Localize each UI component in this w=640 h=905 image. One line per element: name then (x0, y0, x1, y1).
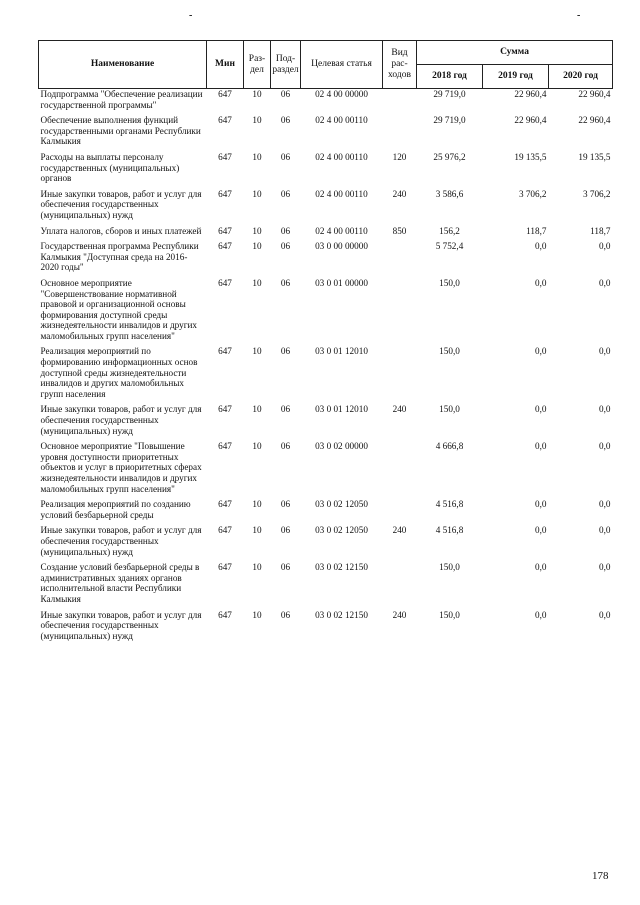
row-vid: 240 (392, 404, 407, 415)
row-podrazdel: 06 (280, 241, 291, 252)
row-vid: 240 (392, 609, 407, 620)
header-min: Мин (207, 41, 244, 89)
row-sum-2020: 0,0 (599, 525, 611, 536)
row-name: Иные закупки товаров, работ и услуг для обеспечения государственных (муниципальных) нужд (40, 188, 202, 220)
row-podrazdel: 06 (280, 441, 291, 452)
row-sum-2020: 118,7 (590, 225, 611, 236)
table-row (39, 562, 613, 609)
row-razdel: 10 (252, 241, 262, 252)
row-target: 03 0 02 12050 (315, 525, 368, 536)
row-sum-2020: 0,0 (599, 609, 611, 620)
row-vid (383, 278, 417, 347)
row-sum-2020: 19 135,5 (578, 151, 611, 162)
table-body (39, 89, 613, 647)
row-name: Уплата налогов, сборов и иных платежей (40, 225, 202, 236)
row-name: Основное мероприятие "Совершенствование нормативной правовой и организационной основы формирования доступной среды жизнедеятельности инвалидов и других маломобильных групп населения" (40, 277, 198, 341)
row-sum-2019: 0,0 (535, 404, 547, 415)
top-right-mark: - (577, 10, 581, 21)
row-sum-2019: 118,7 (526, 225, 547, 236)
row-razdel: 10 (252, 404, 262, 415)
row-sum-2018: 3 586,6 (435, 188, 464, 199)
row-target: 03 0 00 00000 (315, 241, 368, 252)
row-name: Государственная программа Республики Калмыкия "Доступная среда на 2016-2020 годы" (40, 241, 199, 273)
row-sum-2018: 5 752,4 (435, 241, 464, 252)
row-target: 02 4 00 00000 (315, 89, 368, 99)
row-vid: 850 (392, 225, 407, 236)
row-podrazdel: 06 (280, 188, 291, 199)
row-name: Иные закупки товаров, работ и услуг для обеспечения государственных (муниципальных) нужд (40, 525, 202, 557)
row-sum-2018: 150,0 (439, 562, 460, 573)
row-razdel: 10 (252, 609, 262, 620)
row-podrazdel: 06 (280, 89, 291, 99)
row-target: 03 0 01 00000 (315, 277, 368, 288)
row-sum-2020: 0,0 (599, 441, 611, 452)
row-sum-2020: 0,0 (599, 404, 611, 415)
row-sum-2019: 0,0 (535, 241, 547, 252)
row-target: 03 0 01 12010 (315, 346, 368, 357)
row-name: Расходы на выплаты персоналу государственных (муниципальных) органов (40, 151, 180, 184)
row-sum-2019: 0,0 (535, 562, 547, 573)
row-sum-2020: 0,0 (599, 346, 611, 357)
row-target: 02 4 00 00110 (315, 115, 368, 126)
row-podrazdel: 06 (280, 499, 291, 510)
row-razdel: 10 (252, 441, 262, 452)
row-vid (383, 562, 417, 609)
row-target: 02 4 00 00110 (315, 225, 368, 236)
row-sum-2018: 4 666,8 (435, 441, 464, 452)
row-sum-2020: 0,0 (599, 241, 611, 252)
table-row (39, 525, 613, 562)
row-min: 647 (218, 241, 232, 252)
row-min: 647 (218, 151, 232, 162)
row-podrazdel: 06 (280, 277, 291, 288)
table-row (39, 441, 613, 499)
row-podrazdel: 06 (280, 562, 291, 573)
row-sum-2018: 4 516,8 (435, 499, 464, 510)
row-vid (383, 346, 417, 404)
row-name: Иные закупки товаров, работ и услуг для обеспечения государственных (муниципальных) нужд (40, 609, 202, 641)
row-sum-2018: 4 516,8 (435, 525, 464, 536)
top-left-mark: - (189, 10, 193, 21)
row-vid (383, 499, 417, 525)
row-name: Реализация мероприятий по формированию информационных основ доступной среды жизнедеятельности инвалидов и других маломобильных групп населения (40, 346, 198, 399)
row-sum-2020: 0,0 (599, 562, 611, 573)
row-sum-2019: 19 135,5 (514, 151, 547, 162)
table-row (39, 115, 613, 152)
row-sum-2018: 29 719,0 (433, 115, 466, 126)
row-sum-2019: 3 706,2 (518, 188, 547, 199)
row-sum-2018: 150,0 (439, 277, 460, 288)
row-razdel: 10 (252, 115, 262, 126)
table-row (39, 499, 613, 525)
row-razdel: 10 (252, 89, 262, 99)
row-vid: 240 (392, 525, 407, 536)
row-sum-2018: 25 976,2 (433, 151, 466, 162)
table-row (39, 152, 613, 189)
row-target: 03 0 01 12010 (315, 404, 368, 415)
row-razdel: 10 (252, 525, 262, 536)
row-min: 647 (218, 89, 232, 99)
table-header (39, 41, 613, 89)
row-sum-2018: 150,0 (439, 609, 460, 620)
row-sum-2019: 0,0 (535, 346, 547, 357)
row-sum-2018: 150,0 (439, 404, 460, 415)
row-sum-2020: 3 706,2 (582, 188, 611, 199)
row-sum-2020: 0,0 (599, 499, 611, 510)
table-row (39, 346, 613, 404)
header-vid: Вид рас-ходов (383, 41, 417, 89)
row-sum-2020: 22 960,4 (578, 89, 611, 99)
row-min: 647 (218, 499, 232, 510)
row-vid (383, 115, 417, 152)
row-min: 647 (218, 404, 232, 415)
row-sum-2018: 156,2 (439, 225, 460, 236)
row-name: Создание условий безбарьерной среды в административных зданиях органов исполнительной власти Республики Калмыкия (40, 562, 200, 604)
row-razdel: 10 (252, 562, 262, 573)
header-2019: 2019 год (483, 65, 549, 89)
header-name: Наименование (39, 41, 207, 89)
row-sum-2019: 0,0 (535, 441, 547, 452)
table-row (39, 404, 613, 441)
table-row (39, 226, 613, 242)
row-min: 647 (218, 441, 232, 452)
row-podrazdel: 06 (280, 151, 291, 162)
budget-table (38, 40, 613, 646)
row-sum-2019: 0,0 (535, 499, 547, 510)
row-target: 03 0 02 12150 (315, 609, 368, 620)
row-name: Реализация мероприятий по созданию условий безбарьерной среды (40, 499, 191, 520)
row-vid (383, 241, 417, 278)
header-2020: 2020 год (549, 65, 613, 89)
row-sum-2020: 0,0 (599, 277, 611, 288)
row-razdel: 10 (252, 225, 262, 236)
row-target: 03 0 02 00000 (315, 441, 368, 452)
header-sum: Сумма (417, 41, 613, 65)
row-min: 647 (218, 115, 232, 126)
row-min: 647 (218, 525, 232, 536)
row-sum-2020: 22 960,4 (578, 115, 611, 126)
row-sum-2019: 22 960,4 (514, 115, 547, 126)
row-name: Иные закупки товаров, работ и услуг для обеспечения государственных (муниципальных) нужд (40, 404, 202, 436)
row-name: Основное мероприятие "Повышение уровня доступности приоритетных объектов и услуг в приоритетных сферах жизнедеятельности инвалидов и других маломобильных групп населения" (40, 441, 202, 494)
row-min: 647 (218, 562, 232, 573)
row-sum-2019: 0,0 (535, 277, 547, 288)
table-row (39, 189, 613, 226)
row-min: 647 (218, 188, 232, 199)
row-razdel: 10 (252, 188, 262, 199)
row-target: 03 0 02 12050 (315, 499, 368, 510)
table-row (39, 89, 613, 116)
table-row (39, 610, 613, 647)
row-target: 02 4 00 00110 (315, 188, 368, 199)
row-min: 647 (218, 225, 232, 236)
row-podrazdel: 06 (280, 115, 291, 126)
page-number: 178 (592, 870, 609, 882)
row-vid: 120 (392, 151, 407, 162)
row-podrazdel: 06 (280, 225, 291, 236)
row-podrazdel: 06 (280, 609, 291, 620)
row-podrazdel: 06 (280, 404, 291, 415)
header-podrazdel: Под-раздел (271, 41, 301, 89)
header-target: Целевая статья (301, 41, 383, 89)
row-sum-2019: 0,0 (535, 609, 547, 620)
row-sum-2018: 29 719,0 (433, 89, 466, 99)
row-vid (383, 89, 417, 116)
row-razdel: 10 (252, 499, 262, 510)
header-razdel: Раз-дел (244, 41, 271, 89)
row-name: Обеспечение выполнения функций государственными органами Республики Калмыкия (40, 115, 201, 147)
table-row (39, 241, 613, 278)
row-sum-2018: 150,0 (439, 346, 460, 357)
row-min: 647 (218, 609, 232, 620)
row-sum-2019: 22 960,4 (514, 89, 547, 99)
row-razdel: 10 (252, 151, 262, 162)
row-sum-2019: 0,0 (535, 525, 547, 536)
row-vid: 240 (392, 188, 407, 199)
row-razdel: 10 (252, 346, 262, 357)
table-row (39, 278, 613, 347)
row-min: 647 (218, 346, 232, 357)
row-podrazdel: 06 (280, 525, 291, 536)
row-vid (383, 441, 417, 499)
row-target: 02 4 00 00110 (315, 151, 368, 162)
header-2018: 2018 год (417, 65, 483, 89)
row-name: Подпрограмма "Обеспечение реализации государственной программы" (40, 89, 203, 110)
row-podrazdel: 06 (280, 346, 291, 357)
row-razdel: 10 (252, 277, 262, 288)
row-target: 03 0 02 12150 (315, 562, 368, 573)
row-min: 647 (218, 277, 232, 288)
